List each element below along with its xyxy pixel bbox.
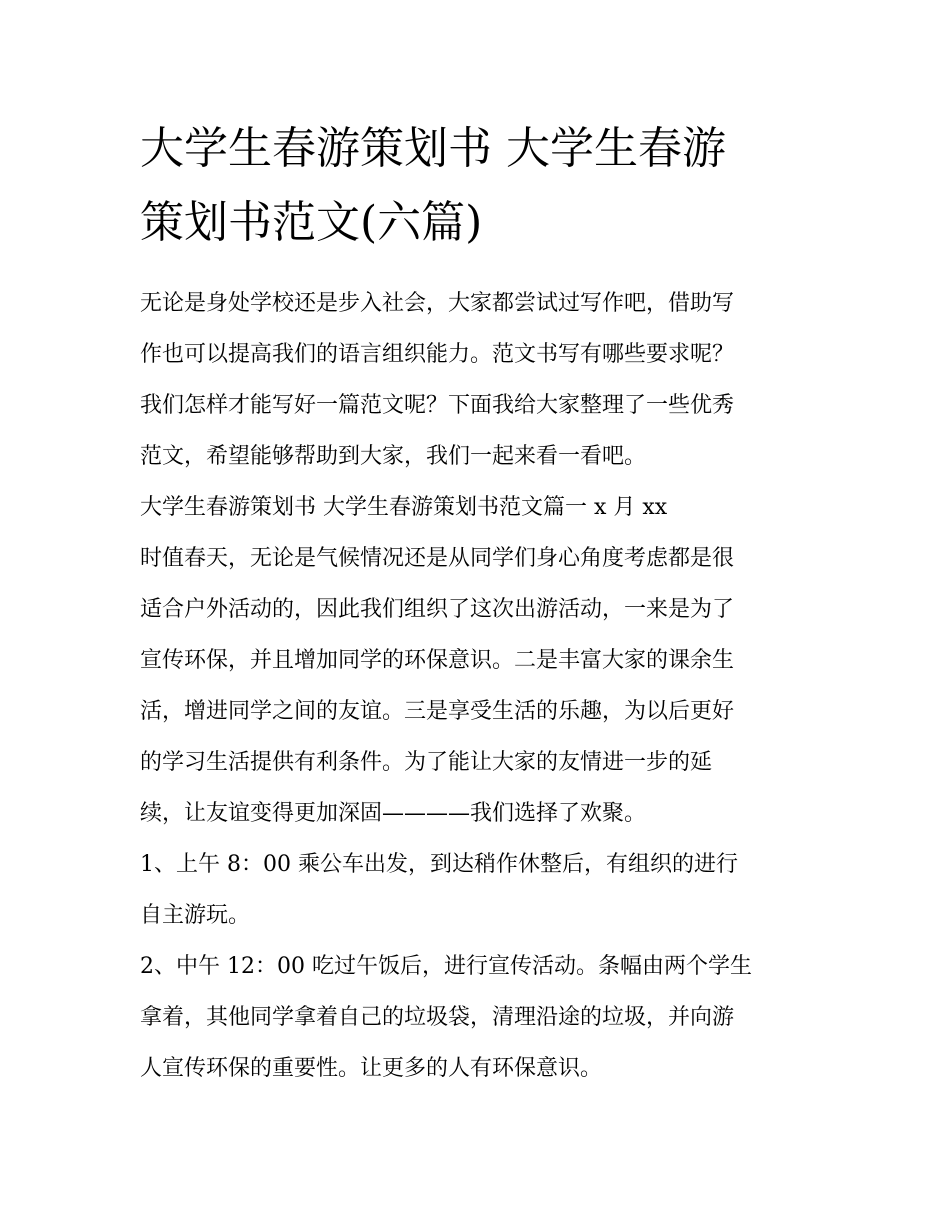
section-heading-line: 大学生春游策划书 大学生春游策划书范文篇一 x 月 xx: [140, 495, 668, 520]
list-item-1-line-1: 1、上午 8：00 乘公车出发，到达稍作休整后，有组织的进行: [140, 852, 738, 877]
body-line-5: 的学习生活提供有利条件。为了能让大家的友情进一步的延: [140, 750, 713, 775]
list-item-2-line-1: 2、中午 12：00 吃过午饭后，进行宣传活动。条幅由两个学生: [140, 954, 752, 979]
body-line-1: 时值春天，无论是气候情况还是从同学们身心角度考虑都是很: [140, 546, 735, 571]
body-line-3: 宣传环保，并且增加同学的环保意识。二是丰富大家的课余生: [140, 648, 735, 673]
intro-line-1: 无论是身处学校还是步入社会，大家都尝试过写作吧，借助写: [140, 291, 735, 316]
intro-line-3: 我们怎样才能写好一篇范文呢？下面我给大家整理了一些优秀: [140, 393, 735, 418]
body-line-6: 续，让友谊变得更加深固————我们选择了欢聚。: [140, 801, 647, 826]
list-item-2-line-3: 人宣传环保的重要性。让更多的人有环保意识。: [140, 1056, 603, 1081]
intro-line-4: 范文，希望能够帮助到大家，我们一起来看一看吧。: [140, 444, 647, 469]
intro-line-2: 作也可以提高我们的语言组织能力。范文书写有哪些要求呢？: [140, 342, 735, 367]
list-item-1-line-2: 自主游玩。: [140, 903, 251, 928]
document-title: [140, 112, 840, 260]
title-line-1: 大学生春游策划书 大学生春游: [140, 123, 726, 174]
body-line-4: 活，增进同学之间的友谊。三是享受生活的乐趣，为以后更好: [140, 699, 735, 724]
title-line-2: 策划书范文(六篇): [140, 197, 483, 248]
list-item-2-line-2: 拿着，其他同学拿着自己的垃圾袋，清理沿途的垃圾，并向游: [140, 1005, 735, 1030]
document-body: [140, 278, 830, 1094]
body-line-2: 适合户外活动的，因此我们组织了这次出游活动，一来是为了: [140, 597, 735, 622]
